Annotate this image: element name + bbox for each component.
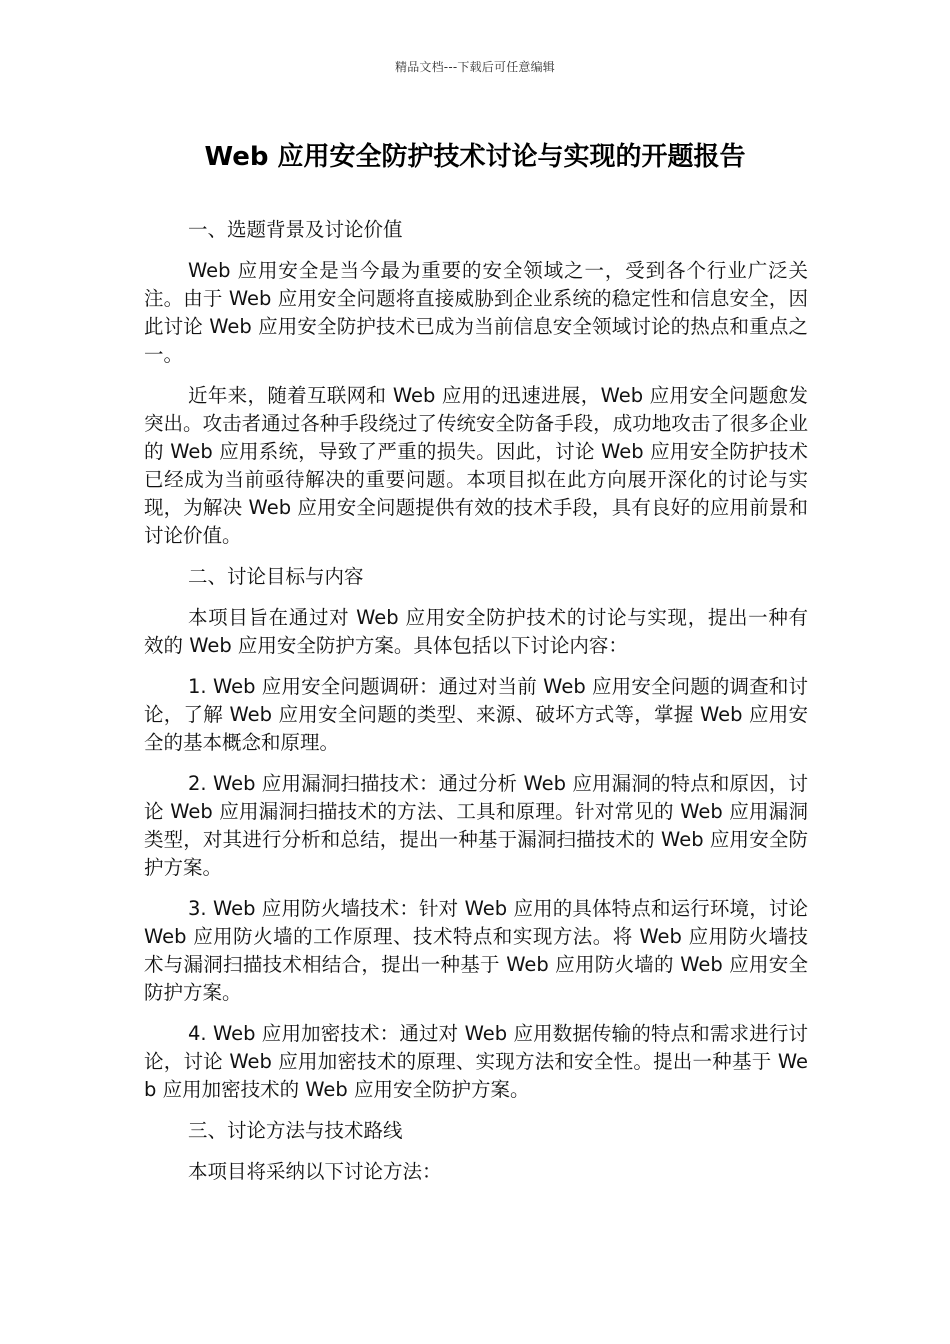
list-item-paragraph: 3. Web 应用防火墙技术：针对 Web 应用的具体特点和运行环境，讨论 Web 应用防火墙的工作原理、技术特点和实现方法。将 Web 应用防火墙技术与漏洞扫描技术相结合，提出一种基于 Web 应用防火墙的 Web 应用安全防护方案。 [144, 897, 808, 1004]
section-heading-background: 一、选题背景及讨论价值 [188, 218, 403, 241]
document-title: Web 应用安全防护技术讨论与实现的开题报告 [204, 142, 746, 172]
list-item-paragraph: 4. Web 应用加密技术：通过对 Web 应用数据传输的特点和需求进行讨论，讨论 Web 应用加密技术的原理、实现方法和安全性。提出一种基于 Web 应用加密技术的 Web 应用安全防护方案。 [144, 1022, 808, 1101]
paragraph: 本项目旨在通过对 Web 应用安全防护技术的讨论与实现，提出一种有效的 Web 应用安全防护方案。具体包括以下讨论内容： [144, 606, 808, 657]
header-note: 精品文档---下载后可任意编辑 [395, 60, 555, 74]
section-heading-methods: 三、讨论方法与技术路线 [188, 1119, 403, 1142]
paragraph: 本项目将采纳以下讨论方法： [188, 1160, 442, 1183]
paragraph: 近年来，随着互联网和 Web 应用的迅速进展，Web 应用安全问题愈发突出。攻击者通过各种手段绕过了传统安全防备手段，成功地攻击了很多企业的 Web 应用系统，导致了严重的损失。因此，讨论 Web 应用安全防护技术已经成为当前亟待解决的重要问题。本项目拟在此方向展开深化的讨论与实现，为解决 Web 应用安全问题提供有效的技术手段，具有良好的应用前景和讨论价值。 [144, 384, 808, 547]
paragraph: Web 应用安全是当今最为重要的安全领域之一，受到各个行业广泛关注。由于 Web 应用安全问题将直接威胁到企业系统的稳定性和信息安全，因此讨论 Web 应用安全防护技术已成为当前信息安全领域讨论的热点和重点之一。 [144, 259, 808, 366]
document-body [144, 216, 808, 1199]
section-heading-goals: 二、讨论目标与内容 [188, 565, 364, 588]
list-item-paragraph: 1. Web 应用安全问题调研：通过对当前 Web 应用安全问题的调查和讨论，了解 Web 应用安全问题的类型、来源、破坏方式等，掌握 Web 应用安全的基本概念和原理。 [144, 675, 808, 754]
list-item-paragraph: 2. Web 应用漏洞扫描技术：通过分析 Web 应用漏洞的特点和原因，讨论 Web 应用漏洞扫描技术的方法、工具和原理。针对常见的 Web 应用漏洞类型，对其进行分析和总结，提出一种基于漏洞扫描技术的 Web 应用安全防护方案。 [144, 772, 808, 879]
